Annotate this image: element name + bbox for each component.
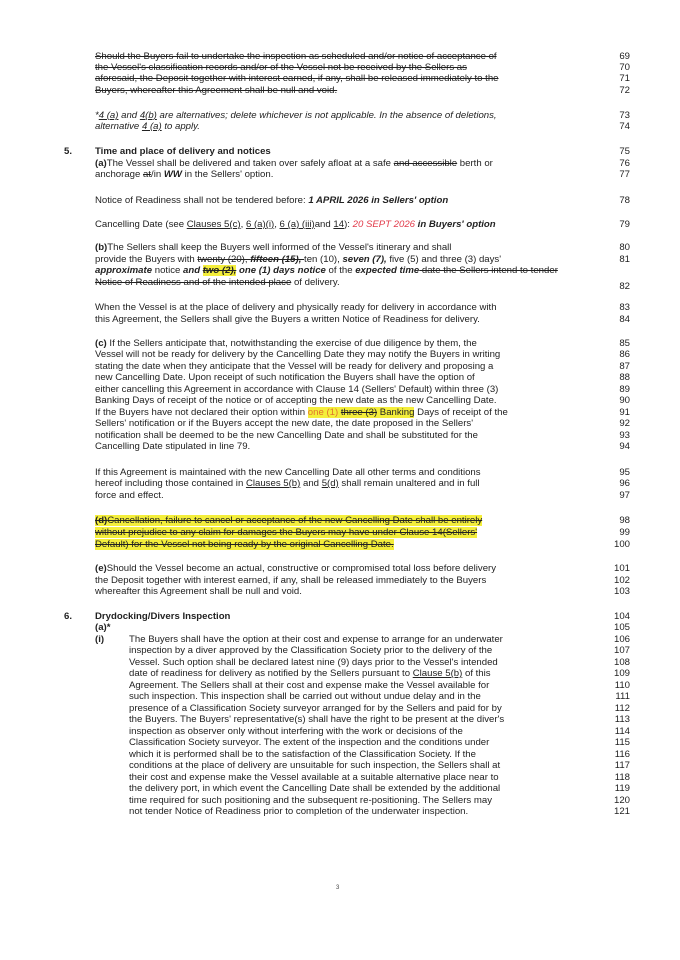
line-number: 88 <box>619 372 630 383</box>
clause-5d: without prejudice to any claim for damages the Buyers may have under Clause 14(Sellers' <box>95 527 478 538</box>
page-number: 3 <box>336 885 340 891</box>
clause-5c: Cancelling Date stipulated in line 79. <box>95 441 251 452</box>
section-title: Time and place of delivery and notices <box>95 146 271 157</box>
line-number: 79 <box>619 219 630 230</box>
line-number: 120 <box>613 795 630 806</box>
line-number: 87 <box>619 361 630 372</box>
line-number: 81 <box>619 254 630 265</box>
line-number: 97 <box>619 490 630 501</box>
maintained-paragraph: If this Agreement is maintained with the new Cancelling Date all other terms and conditions <box>95 467 481 478</box>
line-number: 112 <box>614 703 630 714</box>
line-number: 109 <box>613 668 630 679</box>
clause-6ai: presence of a Classification Society surveyor arranged for by the Sellers and paid for by <box>129 703 502 714</box>
alternatives-note: *4 (a) and 4(b) are alternatives; delete whichever is not applicable. In the absence of deletions, <box>95 110 497 121</box>
line-number: 90 <box>619 395 630 406</box>
line-number: 114 <box>614 726 630 737</box>
line-number: 106 <box>613 634 630 645</box>
line-number: 113 <box>614 714 630 725</box>
clause-6ai: Vessel. Such option shall be declared latest nine (9) days prior to the Vessel's intended <box>129 657 498 668</box>
line-number: 118 <box>614 772 630 783</box>
clause-6ai: which it is performed shall be to the satisfaction of the Classification Society. If the <box>129 749 476 760</box>
maintained-paragraph: hereof including those contained in Clauses 5(b) and 5(d) shall remain unaltered and in full <box>95 478 480 489</box>
notice-of-readiness-line: Notice of Readiness shall not be tendered before: 1 APRIL 2026 in Sellers' option <box>95 195 449 206</box>
line-number: 95 <box>619 467 630 478</box>
clause-5b: provide the Buyers with twenty (20), fifteen (15), ten (10), seven (7), five (5) and three (3) days' <box>95 254 502 265</box>
line-number: 101 <box>613 563 630 574</box>
line-number: 91 <box>619 407 630 418</box>
line-number: 104 <box>613 611 630 622</box>
line-number: 108 <box>613 657 630 668</box>
clause-5e: (e)Should the Vessel become an actual, constructive or compromised total loss before delivery <box>95 563 497 574</box>
struck-line: the Vessel's classification records and/or of the Vessel not be received by the Sellers as <box>95 62 467 73</box>
line-number: 70 <box>619 62 630 73</box>
section-title: Drydocking/Divers Inspection <box>95 611 231 622</box>
clause-5e: the Deposit together with interest earned, if any, shall be released immediately to the Buyers <box>95 575 487 586</box>
maintained-paragraph: force and effect. <box>95 490 164 501</box>
clause-5c: either cancelling this Agreement in accordance with Clause 14 (Sellers' Default) within three (3) <box>95 384 499 395</box>
alternatives-note: alternative 4 (a) to apply. <box>95 121 200 132</box>
line-number: 74 <box>619 121 630 132</box>
struck-line: aforesaid, the Deposit together with interest earned, if any, shall be released immediately to the <box>95 73 499 84</box>
line-number: 121 <box>613 806 630 817</box>
line-number: 78 <box>619 195 630 206</box>
line-number: 93 <box>619 430 630 441</box>
line-number: 72 <box>619 85 630 96</box>
clause-5c: Banking Days of receipt of the notice or of accepting the new date as the new Cancelling Date. <box>95 395 497 406</box>
line-number: 83 <box>619 302 630 313</box>
clause-5c: new Cancelling Date. Upon receipt of such notification the Buyers shall have the option of <box>95 372 475 383</box>
clause-5b: (b)The Sellers shall keep the Buyers well informed of the Vessel's itinerary and shall <box>95 242 452 253</box>
clause-5d: Default) for the Vessel not being ready by the original Cancelling Date. <box>95 539 394 550</box>
clause-5b: Notice of Readiness and of the intended place of delivery. <box>95 277 340 288</box>
clause-5b: approximate notice and two (2), one (1) days notice of the expected time date the Sellers intend to tender <box>95 265 558 276</box>
section-number: 5. <box>64 146 73 157</box>
line-number: 84 <box>619 314 630 325</box>
line-number: 77 <box>619 169 630 180</box>
clause-6ai: such inspection. This inspection shall be carried out without undue delay and in the <box>129 691 481 702</box>
readiness-paragraph: this Agreement, the Sellers shall give the Buyers a written Notice of Readiness for delivery. <box>95 314 480 325</box>
line-number: 96 <box>619 478 630 489</box>
line-number: 76 <box>619 158 630 169</box>
struck-line: Buyers, whereafter this Agreement shall be null and void. <box>95 85 338 96</box>
line-number: 115 <box>614 737 630 748</box>
clause-5c: If the Buyers have not declared their option within one (1) three (3) Banking Days of receipt of the <box>95 407 508 418</box>
clause-5c: Vessel will not be ready for delivery by the Cancelling Date they may notify the Buyers in writing <box>95 349 501 360</box>
line-number: 92 <box>619 418 630 429</box>
line-number: 107 <box>613 645 630 656</box>
clause-5c: stating the date when they anticipate that the Vessel will be ready for delivery and proposing a <box>95 361 494 372</box>
clause-5c: (c) If the Sellers anticipate that, notwithstanding the exercise of due diligence by them, the <box>95 338 477 349</box>
line-number: 103 <box>613 586 630 597</box>
line-number: 85 <box>619 338 630 349</box>
line-number: 75 <box>619 146 630 157</box>
subsection-label: (a)* <box>95 622 111 633</box>
clause-6ai: not tender Notice of Readiness prior to completion of the underwater inspection. <box>129 806 469 817</box>
line-number: 99 <box>619 527 630 538</box>
line-number: 110 <box>614 680 630 691</box>
line-number: 119 <box>614 783 630 794</box>
clause-6ai: their cost and expense make the Vessel available at a suitable alternative place near to <box>129 772 499 783</box>
clause-6ai: Classification Society surveyor. The extent of the inspection and the conditions under <box>129 737 490 748</box>
line-number: 80 <box>619 242 630 253</box>
clause-6ai: time required for such positioning and the subsequent re-positioning. The Sellers may <box>129 795 492 806</box>
struck-line: Should the Buyers fail to undertake the inspection as scheduled and/or notice of acceptance of <box>95 51 497 62</box>
line-number: 69 <box>619 51 630 62</box>
item-label: (i) <box>95 634 105 645</box>
clause-6ai: inspection by a diver approved by the Classification Society prior to the delivery of the <box>129 645 493 656</box>
line-number: 111 <box>615 691 630 702</box>
clause-5c: notification shall be deemed to be the new Cancelling Date and shall be substituted for the <box>95 430 478 441</box>
line-number: 102 <box>613 575 630 586</box>
clause-6ai: the Buyers. The Buyers' representative(s) shall have the right to be present at the diver's <box>129 714 505 725</box>
clause-5d: (d)Cancellation, failure to cancel or acceptance of the new Cancelling Date shall be entirely <box>95 515 483 526</box>
line-number: 100 <box>613 539 630 550</box>
clause-5a: anchorage at/in WW in the Sellers' option. <box>95 169 274 180</box>
line-number: 94 <box>619 441 630 452</box>
line-number: 71 <box>619 73 630 84</box>
clause-6ai: the delivery port, in which event the Cancelling Date shall be extended by the additional <box>129 783 501 794</box>
line-number: 89 <box>619 384 630 395</box>
line-number: 117 <box>614 760 630 771</box>
cancelling-date-line: Cancelling Date (see Clauses 5(c), 6 (a)(i), 6 (a) (iii)and 14): 20 SEPT 2026 in Buyers' option <box>95 219 496 230</box>
line-number: 73 <box>619 110 630 121</box>
clause-5c: Sellers' notification or if the Buyers accept the new date, the date proposed in the Sellers' <box>95 418 474 429</box>
section-number: 6. <box>64 611 73 622</box>
clause-6ai: date of readiness for delivery as notified by the Sellers pursuant to Clause 5(b) of this <box>129 668 491 679</box>
line-number: 116 <box>614 749 630 760</box>
clause-6ai: inspection as observer only without interfering with the work or decisions of the <box>129 726 463 737</box>
clause-6ai: Agreement. The Sellers shall at their cost and expense make the Vessel available for <box>129 680 490 691</box>
clause-6ai: conditions at the place of delivery are unsuitable for such inspection, the Sellers shall at <box>129 760 501 771</box>
clause-6ai: The Buyers shall have the option at their cost and expense to arrange for an underwater <box>129 634 503 645</box>
line-number: 98 <box>619 515 630 526</box>
clause-5a: (a)The Vessel shall be delivered and taken over safely afloat at a safe and accessible berth or <box>95 158 493 169</box>
readiness-paragraph: When the Vessel is at the place of delivery and physically ready for delivery in accordance with <box>95 302 497 313</box>
clause-5e: whereafter this Agreement shall be null and void. <box>95 586 302 597</box>
line-number: 82 <box>619 281 630 292</box>
line-number: 86 <box>619 349 630 360</box>
line-number: 105 <box>613 622 630 633</box>
